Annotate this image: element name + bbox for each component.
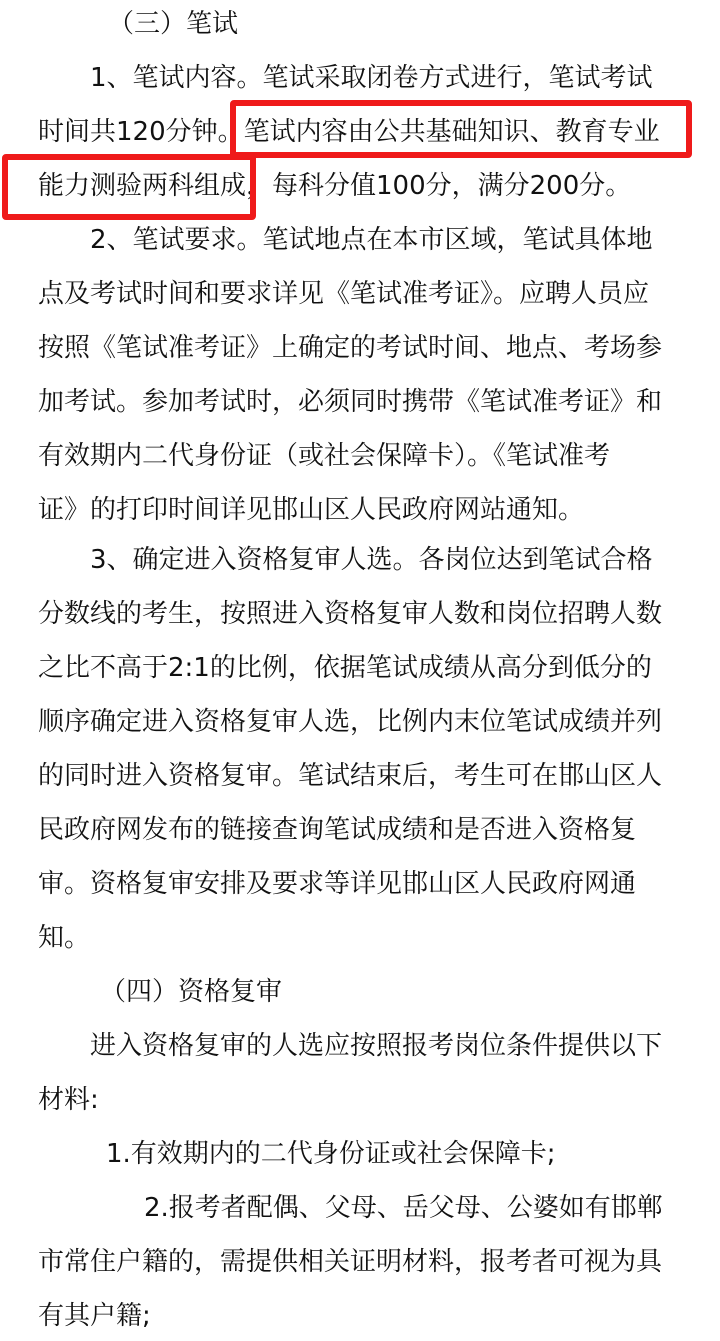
paragraph-line	[38, 166, 720, 206]
paragraph-line: 1、笔试内容。笔试采取闭卷方式进行，笔试考试	[90, 63, 653, 93]
paragraph-line: 有效期内二代身份证（或社会保障卡）。《笔试准考	[38, 441, 611, 471]
paragraph-line: 知。	[38, 923, 91, 953]
text-span: ，每科分值100分，满分200分。	[246, 171, 632, 201]
paragraph-line: 的同时进入资格复审。笔试结束后，考生可在邯山区人	[38, 761, 663, 791]
paragraph-line: 民政府网发布的链接查询笔试成绩和是否进入资格复	[38, 815, 637, 845]
paragraph-line	[38, 112, 720, 152]
paragraph-line: 市常住户籍的，需提供相关证明材料，报考者可视为具	[38, 1247, 663, 1277]
paragraph-line: 有其户籍;	[38, 1301, 151, 1331]
paragraph-line: 材料:	[38, 1085, 99, 1115]
text-span: 时间共120分钟。	[38, 117, 244, 147]
paragraph-line: 之比不高于2:1的比例，依据笔试成绩从高分到低分的	[38, 653, 652, 683]
list-item: 1.有效期内的二代身份证或社会保障卡;	[106, 1139, 556, 1169]
paragraph-line: 按照《笔试准考证》上确定的考试时间、地点、考场参	[38, 333, 663, 363]
list-item: 2.报考者配偶、父母、岳父母、公婆如有邯郸	[144, 1193, 663, 1223]
section-heading-qualification-review: （四）资格复审	[100, 977, 283, 1007]
paragraph-line: 审。资格复审安排及要求等详见邯山区人民政府网通	[38, 869, 637, 899]
paragraph-line: 顺序确定进入资格复审人选，比例内末位笔试成绩并列	[38, 707, 663, 737]
paragraph-line: 加考试。参加考试时，必须同时携带《笔试准考证》和	[38, 387, 663, 417]
paragraph-line: 2、笔试要求。笔试地点在本市区域，笔试具体地	[90, 225, 653, 255]
paragraph-line: 进入资格复审的人选应按照报考岗位条件提供以下	[90, 1031, 663, 1061]
paragraph-line: 3、确定进入资格复审人选。各岗位达到笔试合格	[90, 545, 653, 575]
paragraph-line: 证》的打印时间详见邯山区人民政府网站通知。	[38, 495, 585, 525]
section-heading-written-exam: （三）笔试	[108, 9, 239, 39]
highlighted-text: 能力测验两科组成	[38, 171, 247, 201]
highlighted-text: 笔试内容由公共基础知识、教育专业	[243, 117, 660, 147]
paragraph-line: 点及考试时间和要求详见《笔试准考证》。应聘人员应	[38, 279, 650, 309]
paragraph-line: 分数线的考生，按照进入资格复审人数和岗位招聘人数	[38, 599, 663, 629]
